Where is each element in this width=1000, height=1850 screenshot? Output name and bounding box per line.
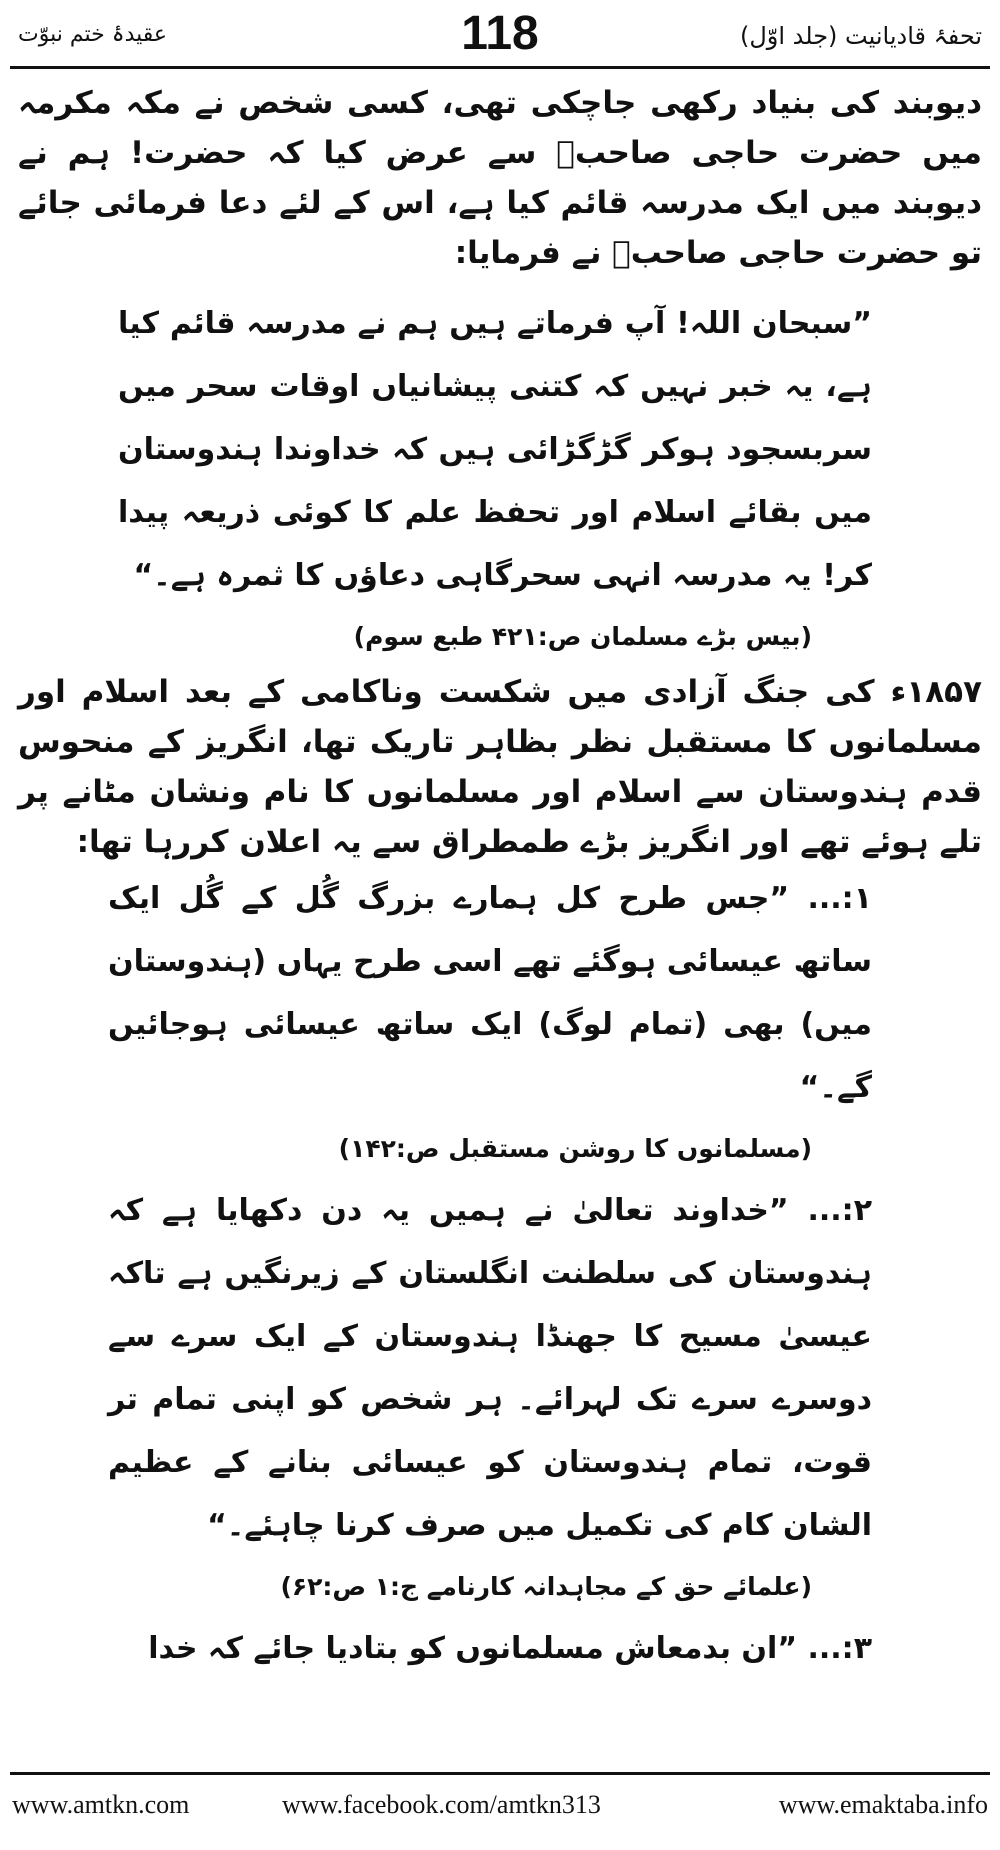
page-footer (12, 1790, 988, 1830)
quote-haji-sahib: ”سبحان اللہ! آپ فرماتے ہیں ہم نے مدرسہ قائم کیا ہے، یہ خبر نہیں کہ کتنی پیشانیاں اوقات سحر میں سربسجود ہوکر گڑگڑائی ہیں کہ خداوندا ہندوستان میں بقائے اسلام اور تحفظ علم کا کوئی ذریعہ پیدا کر! یہ مدرسہ انہی سحرگاہی دعاؤں کا ثمرہ ہے۔“ (118, 306, 872, 593)
reference-3: (علمائے حق کے مجاہدانہ کارنامے ج:۱ ص:۶۲) (280, 1572, 812, 1601)
page-body (18, 78, 982, 1763)
footer-link-facebook[interactable]: www.facebook.com/amtkn313 (282, 1790, 601, 1819)
reference-1: (بیس بڑے مسلمان ص:۴۲۱ طبع سوم) (353, 622, 812, 651)
quote-item-1: ۱:... ”جس طرح کل ہمارے بزرگ گُل کے گُل ایک ساتھ عیسائی ہوگئے تھے اسی طرح یہاں (ہندوستان میں) بھی (تمام لوگ) ایک ساتھ عیسائی ہوجائیں گے۔“ (108, 881, 872, 1105)
quote-item-2: ۲:... ”خداوند تعالیٰ نے ہمیں یہ دن دکھایا ہے کہ ہندوستان کی سلطنت انگلستان کے زیرنگیں ہے تاکہ عیسیٰ مسیح کا جھنڈا ہندوستان کے ایک سرے سے دوسرے سرے تک لہرائے۔ ہر شخص کو اپنی تمام تر قوت، تمام ہندوستان کو عیسائی بنانے کے عظیم الشان کام کی تکمیل میں صرف کرنا چاہئے۔“ (108, 1193, 872, 1543)
page-number: 118 (461, 7, 539, 60)
quote-item-3: ۳:... ”ان بدمعاش مسلمانوں کو بتادیا جائے کہ خدا (148, 1631, 872, 1666)
paragraph-1857: ۱۸۵۷ء کی جنگ آزادی میں شکست وناکامی کے بعد اسلام اور مسلمانوں کا مستقبل نظر بظاہر تاریک تھا، انگریز کے منحوس قدم ہندوستان سے اسلام اور مسلمانوں کا نام ونشان مٹانے پر تلے ہوئے تھے اور انگریز بڑے طمطراق سے یہ اعلان کررہا تھا: (18, 674, 982, 860)
header-divider (10, 66, 990, 69)
footer-link-emaktaba[interactable]: www.emaktaba.info (778, 1790, 988, 1819)
page-header (10, 7, 990, 62)
footer-divider (10, 1772, 990, 1775)
footer-link-amtkn[interactable]: www.amtkn.com (12, 1790, 190, 1819)
reference-2: (مسلمانوں کا روشن مستقبل ص:۱۴۲) (338, 1134, 812, 1163)
paragraph-deoband: دیوبند کی بنیاد رکھی جاچکی تھی، کسی شخص نے مکہ مکرمہ میں حضرت حاجی صاحبؒ سے عرض کیا کہ حضرت! ہم نے دیوبند میں ایک مدرسہ قائم کیا ہے، اس کے لئے دعا فرمائی جائے تو حضرت حاجی صاحبؒ نے فرمایا: (18, 85, 982, 271)
book-title: تحفۂ قادیانیت (جلد اوّل) (739, 22, 982, 50)
section-title: عقیدۂ ختم نبوّت (18, 22, 168, 47)
